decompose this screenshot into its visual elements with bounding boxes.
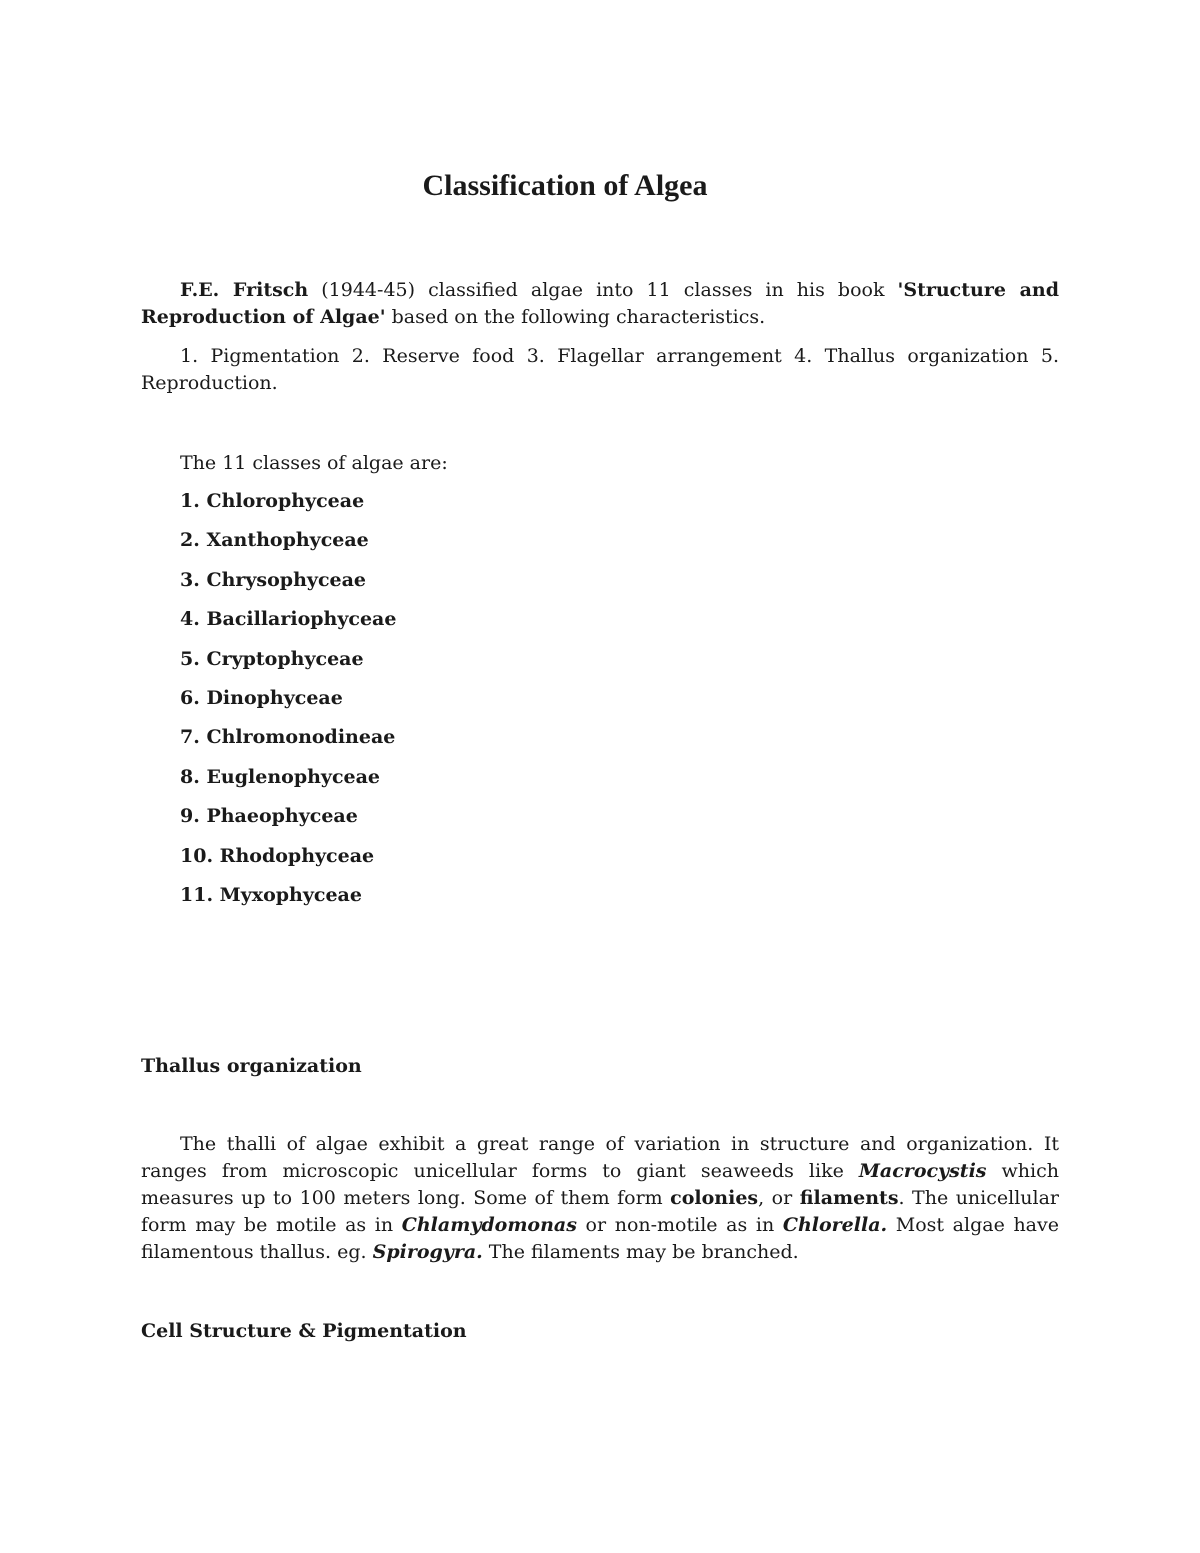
list-item: 8. Euglenophyceae [180,765,381,788]
author-name: F.E. Fritsch [180,279,309,301]
list-item: 10. Rhodophyceae [180,844,375,867]
chlamydomonas-term: Chlamydomonas [401,1214,577,1236]
list-item: 7. Chlromonodineae [180,726,396,749]
list-item: 3. Chrysophyceae [180,568,367,591]
colonies-term: colonies [670,1187,759,1209]
intro-paragraph [141,277,1059,331]
spirogyra-term: Spirogyra. [372,1241,483,1263]
thallus-text-2: which measures up to 100 meters long. Some of them form [141,1160,1059,1209]
chlorella-term: Chlorella. [782,1214,888,1236]
thallus-text-6: Most algae have filamentous thallus. eg. [141,1214,1059,1263]
intro-text-a: (1944-45) classified algae into 11 classes in his book [308,279,898,301]
classes-intro: The 11 classes of algae are: [180,452,448,474]
thallus-text-1: The thalli of algae exhibit a great range of variation in structure and organization. It ranges from microscopic unicellular forms to giant seaweeds like [141,1133,1059,1182]
list-item: 4. Bacillariophyceae [180,608,397,631]
list-item: 5. Cryptophyceae [180,647,364,670]
list-item: 9. Phaeophyceae [180,805,358,828]
book-title: 'Structure and Reproduction of Algae' [141,279,1059,328]
cell-structure-heading: Cell Structure & Pigmentation [141,1320,467,1342]
thallus-heading: Thallus organization [141,1055,362,1077]
intro-text-b: based on the following characteristics. [385,306,766,328]
list-item: 1. Chlorophyceae [180,490,365,512]
thallus-text-4: . The unicellular form may be motile as in [141,1187,1060,1236]
characteristics-paragraph: 1. Pigmentation 2. Reserve food 3. Flagellar arrangement 4. Thallus organization 5. Reproduction. [141,345,1059,394]
list-item: 6. Dinophyceae [180,686,343,709]
thallus-text-5: or non-motile as in [576,1214,783,1236]
list-item: 2. Xanthophyceae [180,529,369,552]
filaments-term: filaments [799,1187,899,1209]
classes-list [180,488,396,921]
thallus-text-7: The filaments may be branched. [482,1241,799,1263]
page-title: Classification of Algea [422,169,708,202]
list-item: 11. Myxophyceae [180,883,362,906]
thallus-text-3: , or [758,1187,800,1209]
thallus-paragraph [141,1131,1059,1266]
macrocystis-term: Macrocystis [858,1160,987,1182]
